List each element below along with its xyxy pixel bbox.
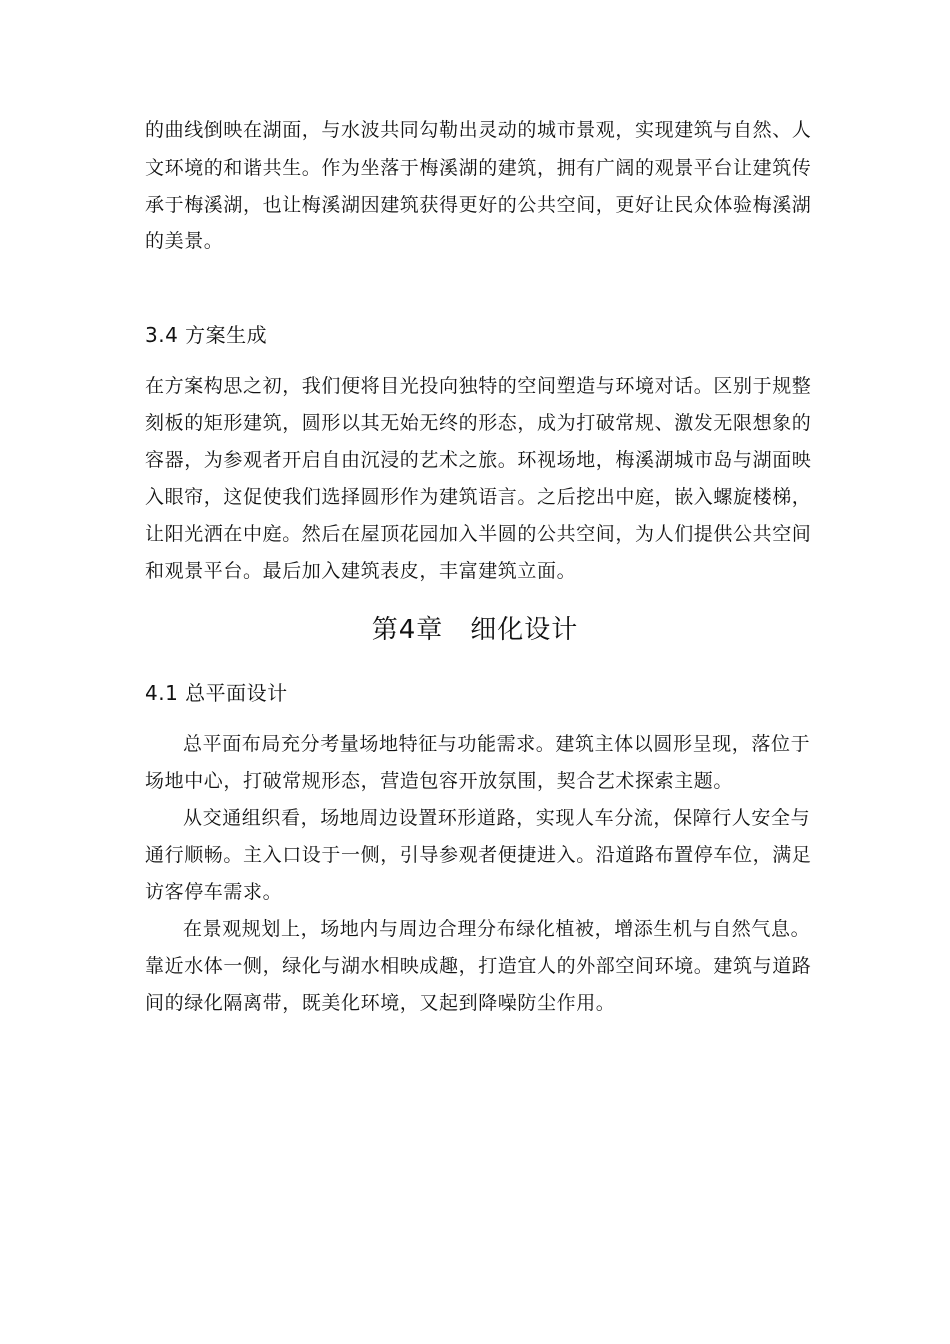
paragraph-line: 间的绿化隔离带，既美化环境，又起到降噪防尘作用。 — [145, 992, 616, 1014]
paragraph-line: 的美景。 — [145, 230, 224, 252]
paragraph-line: 容器，为参观者开启自由沉浸的艺术之旅。环视场地，梅溪湖城市岛与湖面映 — [145, 449, 812, 471]
section-heading-3-4: 3.4 方案生成 — [145, 323, 268, 347]
paragraph-line: 入眼帘，这促使我们选择圆形作为建筑语言。之后挖出中庭，嵌入螺旋楼梯， — [145, 486, 812, 508]
paragraph-line: 在景观规划上，场地内与周边合理分布绿化植被，增添生机与自然气息。 — [183, 918, 811, 940]
paragraph-line: 总平面布局充分考量场地特征与功能需求。建筑主体以圆形呈现，落位于 — [183, 733, 811, 755]
paragraph-line: 和观景平台。最后加入建筑表皮，丰富建筑立面。 — [145, 560, 577, 582]
paragraph-line: 访客停车需求。 — [145, 881, 283, 903]
paragraph-line: 通行顺畅。主入口设于一侧，引导参观者便捷进入。沿道路布置停车位，满足 — [145, 844, 812, 866]
section-heading-4-1: 4.1 总平面设计 — [145, 681, 288, 705]
paragraph-line: 的曲线倒映在湖面，与水波共同勾勒出灵动的城市景观，实现建筑与自然、人 — [145, 119, 812, 141]
paragraph-line: 在方案构思之初，我们便将目光投向独特的空间塑造与环境对话。区别于规整 — [145, 375, 812, 397]
paragraph-line: 文环境的和谐共生。作为坐落于梅溪湖的建筑，拥有广阔的观景平台让建筑传 — [145, 157, 812, 179]
chapter-title: 第4章 细化设计 — [371, 615, 579, 645]
paragraph-line: 从交通组织看，场地周边设置环形道路，实现人车分流，保障行人安全与 — [183, 807, 811, 829]
paragraph-line: 靠近水体一侧，绿化与湖水相映成趣，打造宜人的外部空间环境。建筑与道路 — [145, 955, 812, 977]
paragraph-line: 承于梅溪湖，也让梅溪湖因建筑获得更好的公共空间，更好让民众体验梅溪湖 — [145, 194, 812, 216]
paragraph-line: 刻板的矩形建筑，圆形以其无始无终的形态，成为打破常规、激发无限想象的 — [145, 412, 812, 434]
paragraph-line: 让阳光洒在中庭。然后在屋顶花园加入半圆的公共空间，为人们提供公共空间 — [145, 523, 812, 545]
paragraph-line: 场地中心，打破常规形态，营造包容开放氛围，契合艺术探索主题。 — [145, 770, 734, 792]
